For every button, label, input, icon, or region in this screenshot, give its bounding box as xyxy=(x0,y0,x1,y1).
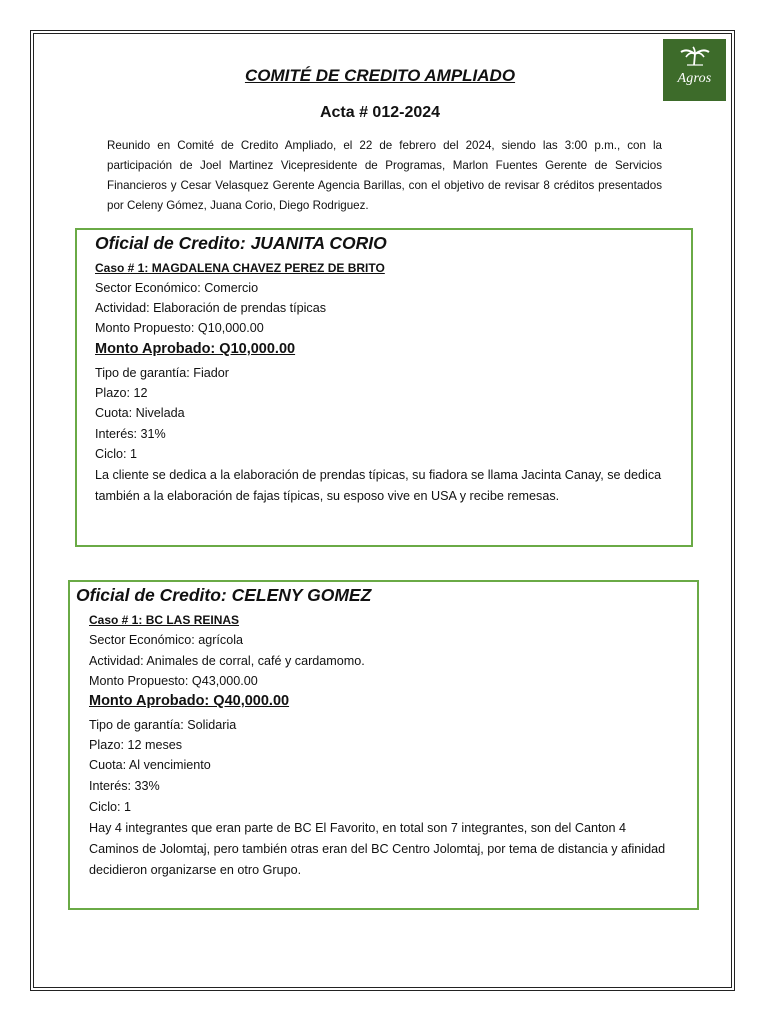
approved-amount: Monto Aprobado: Q10,000.00 xyxy=(95,341,296,357)
cycle-line: Ciclo: 1 xyxy=(89,800,131,814)
sector-line: Sector Económico: Comercio xyxy=(95,281,259,295)
palm-tree-icon xyxy=(663,45,726,67)
guarantee-line: Tipo de garantía: Solidaria xyxy=(89,718,237,732)
proposed-amount: Monto Propuesto: Q43,000.00 xyxy=(89,674,258,688)
intro-paragraph: Reunido en Comité de Credito Ampliado, el 22 de febrero del 2024, siendo las 3:00 p.m., con la participación de Joel Martinez Vicepresidente de Programas, Marlon Fuentes Gerente de Servicios Financieros y Cesar Velasquez Gerente Agencia Barillas, con el objetivo de revisar 8 créditos presentados por Celeny Gómez, Juana Corio, Diego Rodriguez. xyxy=(107,139,662,212)
proposed-amount: Monto Propuesto: Q10,000.00 xyxy=(95,321,264,335)
installment-line: Cuota: Nivelada xyxy=(95,406,185,420)
activity-line: Actividad: Elaboración de prendas típicas xyxy=(95,301,327,315)
sector-line: Sector Económico: agrícola xyxy=(89,633,243,647)
case-title: Caso # 1: BC LAS REINAS xyxy=(89,613,240,627)
case-description: Hay 4 integrantes que eran parte de BC El Favorito, en total son 7 integrantes, son del Canton 4 Caminos de Jolomtaj, pero también otras eran del BC Centro Jolomtaj, por tema de distancia y afinidad decidieron organizarse en otro Grupo. xyxy=(89,821,666,877)
term-line: Plazo: 12 xyxy=(95,386,148,400)
case-description: La cliente se dedica a la elaboración de prendas típicas, su fiadora se llama Jacinta Canay, se dedica también a la elaboración de fajas típicas, su esposo vive en USA y recibe remesas. xyxy=(95,468,662,503)
officer-heading: Oficial de Credito: CELENY GOMEZ xyxy=(76,585,372,605)
term-line: Plazo: 12 meses xyxy=(89,738,183,752)
case-title: Caso # 1: MAGDALENA CHAVEZ PEREZ DE BRITO xyxy=(95,261,385,275)
cycle-line: Ciclo: 1 xyxy=(95,447,137,461)
installment-line: Cuota: Al vencimiento xyxy=(89,758,211,772)
approved-amount: Monto Aprobado: Q40,000.00 xyxy=(89,693,290,709)
activity-line: Actividad: Animales de corral, café y cardamomo. xyxy=(89,654,365,668)
officer-heading: Oficial de Credito: JUANITA CORIO xyxy=(95,233,387,253)
acta-number: Acta # 012-2024 xyxy=(319,104,441,121)
interest-line: Interés: 33% xyxy=(89,779,160,793)
document-title: COMITÉ DE CREDITO AMPLIADO xyxy=(244,66,516,85)
guarantee-line: Tipo de garantía: Fiador xyxy=(95,366,229,380)
interest-line: Interés: 31% xyxy=(95,427,166,441)
logo-text: Agros xyxy=(677,71,712,86)
